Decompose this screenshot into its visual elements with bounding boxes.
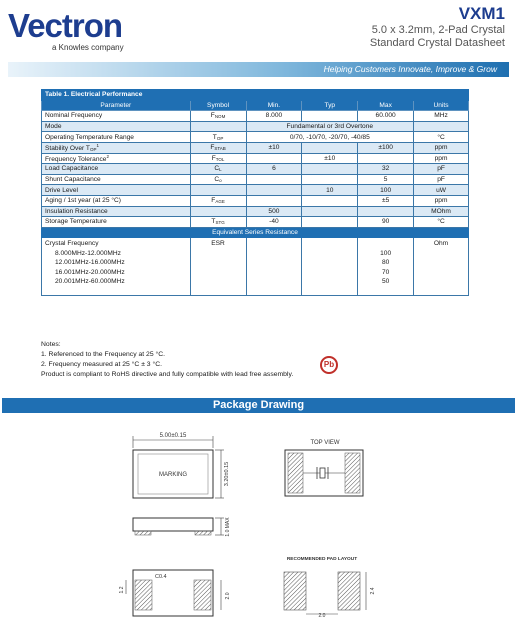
param-cell <box>42 206 191 217</box>
table-row <box>42 164 469 175</box>
symbol-cell <box>190 111 246 122</box>
table-row <box>42 217 469 228</box>
lead-free-pb-icon: Pb <box>320 356 338 374</box>
max-cell: 32 <box>358 164 414 175</box>
symbol-text: F <box>211 197 216 205</box>
param-label: Shunt Capacitance <box>45 176 101 184</box>
param-cell <box>42 174 191 185</box>
table-row <box>42 142 469 153</box>
unit-cell: °C <box>414 217 469 228</box>
chamfer-label: C0.4 <box>155 574 167 580</box>
max-cell: 60.000 <box>358 111 414 122</box>
param-label: Aging / 1st year (at 25 °C) <box>45 197 121 205</box>
unit-cell: MOhm <box>414 206 469 217</box>
typ-cell: 10 <box>302 185 358 196</box>
unit-cell: ppm <box>414 195 469 206</box>
param-label: Insulation Resistance <box>45 207 108 215</box>
table-row <box>42 174 469 185</box>
electrical-performance-table <box>41 89 469 296</box>
esr-min <box>246 238 302 296</box>
unit-cell: pF <box>414 164 469 175</box>
table-row <box>42 132 469 143</box>
symbol-cell <box>190 142 246 153</box>
param-label: Frequency Tolerance <box>45 155 107 163</box>
note-1: 1. Referenced to the Frequency at 25 °C. <box>41 351 166 358</box>
pad-layout-title: RECOMMENDED PAD LAYOUT <box>286 557 358 562</box>
side-view <box>133 517 231 537</box>
outline-view <box>133 433 230 498</box>
symbol-cell <box>190 153 246 164</box>
pad-layout <box>284 556 376 617</box>
symbol-subscript: o <box>219 178 222 184</box>
esr-parameter-cell <box>42 238 191 296</box>
max-cell <box>358 153 414 164</box>
symbol-subscript: OP <box>216 135 224 141</box>
rohs-statement: Product is compliant to RoHS directive and fully compatible with lead free assembly. <box>41 371 294 378</box>
table-row <box>42 121 469 132</box>
unit-cell: MHz <box>414 111 469 122</box>
symbol-subscript: NOM <box>214 114 226 120</box>
table-row <box>42 185 469 196</box>
typ-cell <box>302 142 358 153</box>
esr-max-value: 50 <box>381 278 390 286</box>
symbol-text: C <box>214 165 220 173</box>
unit-cell: ppm <box>414 142 469 153</box>
esr-max-value: 100 <box>380 249 392 257</box>
symbol-text: F <box>210 112 215 120</box>
column-header: Units <box>414 100 469 111</box>
max-cell: ±5 <box>358 195 414 206</box>
dim-pad-span: 2.4 <box>370 587 376 595</box>
typ-cell: ±10 <box>302 153 358 164</box>
top-view <box>285 440 363 496</box>
symbol-subscript: L <box>219 167 222 173</box>
min-cell <box>246 185 302 196</box>
symbol-subscript: STAB <box>214 146 226 152</box>
max-cell: 100 <box>358 185 414 196</box>
dim-pad-height: 2.0 <box>225 592 231 600</box>
param-label: Storage Temperature <box>45 218 107 226</box>
min-cell: 8.000 <box>246 111 302 122</box>
tagline-text: Helping Customers Innovate, Improve & Grow <box>323 64 497 74</box>
symbol-text: T <box>212 133 217 141</box>
typ-cell <box>302 217 358 228</box>
param-subscript: OP <box>89 147 97 153</box>
min-cell <box>246 174 302 185</box>
symbol-text: T <box>211 218 216 226</box>
column-header: Max <box>358 100 414 111</box>
max-cell: 90 <box>358 217 414 228</box>
unit-cell: pF <box>414 174 469 185</box>
symbol-cell <box>190 195 246 206</box>
min-cell <box>246 195 302 206</box>
column-header: Typ <box>302 100 358 111</box>
min-cell: -40 <box>246 217 302 228</box>
typ-cell <box>302 164 358 175</box>
param-footnote: 2 <box>106 153 109 159</box>
param-cell <box>42 195 191 206</box>
param-label: Stability Over T <box>45 145 90 153</box>
table-row <box>42 111 469 122</box>
max-cell: ±100 <box>358 142 414 153</box>
datasheet-title-block <box>370 4 505 50</box>
typ-cell <box>302 206 358 217</box>
symbol-cell <box>190 185 246 196</box>
param-label: Operating Temperature Range <box>45 133 134 141</box>
logo-wordmark: Vectron <box>8 7 123 44</box>
column-header: Min. <box>246 100 302 111</box>
esr-section-title: Equivalent Series Resistance <box>42 227 469 238</box>
note-2: 2. Frequency measured at 25 °C ± 3 °C. <box>41 361 162 368</box>
symbol-subscript: TOL <box>215 156 225 162</box>
symbol-subscript: STG <box>215 220 225 226</box>
symbol-cell <box>190 121 246 132</box>
symbol-text: C <box>214 176 220 184</box>
param-cell <box>42 164 191 175</box>
symbol-cell <box>190 164 246 175</box>
dim-pad-gap: 2.0 <box>318 613 326 617</box>
esr-max-value: 80 <box>381 259 390 267</box>
typ-cell <box>302 195 358 206</box>
esr-range: 12.001MHz-16.000MHz <box>55 259 125 267</box>
typ-cell <box>302 174 358 185</box>
notes-block <box>41 340 293 380</box>
unit-cell: °C <box>414 132 469 143</box>
symbol-cell <box>190 174 246 185</box>
min-cell: ±10 <box>246 142 302 153</box>
param-label: Mode <box>45 123 62 131</box>
datasheet-type: Standard Crystal Datasheet <box>369 37 505 49</box>
esr-range: 8.000MHz-12.000MHz <box>55 249 121 257</box>
symbol-cell <box>190 206 246 217</box>
esr-param-title: Crystal Frequency <box>45 240 99 248</box>
min-cell: 6 <box>246 164 302 175</box>
esr-unit: Ohm <box>414 238 469 296</box>
unit-cell: uW <box>414 185 469 196</box>
package-drawing <box>0 420 517 617</box>
marking-label: MARKING <box>158 472 188 478</box>
table-row <box>42 206 469 217</box>
table-caption: Table 1. Electrical Performance <box>42 90 469 101</box>
table-row <box>42 153 469 164</box>
package-drawing-title: Package Drawing <box>2 398 515 413</box>
symbol-text: F <box>210 144 215 152</box>
typ-cell <box>302 111 358 122</box>
product-description: 5.0 x 3.2mm, 2-Pad Crystal <box>371 24 505 36</box>
param-cell <box>42 142 191 153</box>
unit-cell: ppm <box>414 153 469 164</box>
param-cell <box>42 111 191 122</box>
param-cell <box>42 153 191 164</box>
max-cell <box>358 206 414 217</box>
dim-height: 1.0 MAX <box>225 517 231 537</box>
esr-max-value: 70 <box>381 268 390 276</box>
unit-cell <box>414 121 469 132</box>
param-cell <box>42 121 191 132</box>
column-header: Parameter <box>42 100 191 111</box>
vectron-logo <box>8 6 138 54</box>
value-span-cell: 0/70, -10/70, -20/70, -40/85 <box>246 132 414 143</box>
notes-title: Notes: <box>41 341 61 348</box>
dim-pad-width: 1.2 <box>119 586 125 594</box>
symbol-subscript: AGE <box>215 199 225 205</box>
symbol-cell <box>190 132 246 143</box>
model-name: VXM1 <box>458 4 505 23</box>
param-label: Drive Level <box>45 186 78 194</box>
dim-length: 5.00±0.15 <box>159 433 187 439</box>
param-cell <box>42 217 191 228</box>
esr-range: 20.001MHz-60.000MHz <box>55 278 125 286</box>
esr-symbol: ESR <box>190 238 246 296</box>
param-footnote: 1 <box>96 143 99 149</box>
dim-width: 3.20±0.15 <box>224 461 230 487</box>
symbol-cell <box>190 217 246 228</box>
param-label: Load Capacitance <box>45 165 99 173</box>
tagline-banner <box>8 62 509 77</box>
esr-range: 16.001MHz-20.000MHz <box>55 268 125 276</box>
param-cell <box>42 185 191 196</box>
column-header: Symbol <box>190 100 246 111</box>
esr-max-cell <box>358 238 414 296</box>
param-label: Nominal Frequency <box>45 112 103 120</box>
min-cell <box>246 153 302 164</box>
table-row <box>42 195 469 206</box>
value-span-cell: Fundamental or 3rd Overtone <box>246 121 414 132</box>
esr-typ <box>302 238 358 296</box>
top-view-label: TOP VIEW <box>310 440 340 446</box>
bottom-view <box>119 570 231 616</box>
max-cell: 5 <box>358 174 414 185</box>
symbol-text: F <box>211 154 216 162</box>
min-cell: 500 <box>246 206 302 217</box>
logo-subtitle: a Knowles company <box>52 43 124 52</box>
param-cell <box>42 132 191 143</box>
